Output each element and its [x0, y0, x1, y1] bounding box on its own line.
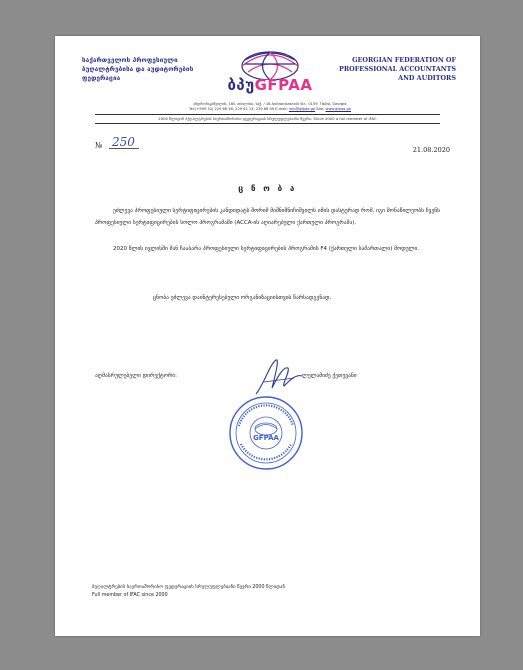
document-date: 21.08.2020: [412, 146, 450, 154]
header-divider-bottom: [95, 123, 440, 124]
phone-numbers: Tel:(+995 32) 229 66 58; 229 61 13; 239 68 99 E-mail:: [188, 107, 288, 111]
letterhead-right-line: AND AUDITORS: [398, 74, 456, 82]
signer-name: ლელამიძე ქეთევანი: [302, 373, 357, 379]
reference-number: 250: [112, 135, 135, 149]
header-divider-top: [95, 114, 440, 115]
signer-title: აღმასრულებელი დირექტორი:: [95, 373, 177, 379]
letterhead-left-line: საქართველოს პროფესიული: [82, 57, 178, 64]
address-line: ანდრონიკაშვილის, 16ბ, თბილისი, საქ. / 16 Andronikashvili Str., 0159, Tbilisi, Georgia: [193, 102, 347, 106]
letterhead-right-line: GEORGIAN FEDERATION OF: [352, 56, 456, 64]
footer-line-georgian: ბუღალტრების საერთაშორისო ფედერაციის სრულუფლებიანი წევრი 2000 წლიდან: [92, 585, 285, 590]
logo-wordmark-latin: GFPAA: [254, 76, 313, 94]
letter-page: [55, 36, 480, 636]
document-title: ც ნ ო ბ ა: [238, 184, 297, 193]
globe-logo-icon: [215, 44, 325, 80]
logo-wordmark: [215, 76, 325, 94]
logo-wordmark-georgian: ბპუ: [227, 76, 255, 94]
gfpaa-logo: [215, 44, 325, 98]
reference-number-underline: [109, 148, 139, 149]
official-stamp: [227, 394, 305, 472]
body-paragraph-2: 2020 წლის ივლისში მან ჩააბარა პროფესიული სერტიფიცირების პროგრამის F4 (ქართული სამართალი) მოდული.: [113, 246, 420, 252]
body-paragraph-1: ეძლევა პროფესიული სერტიფიცირების კანდიდატს შორიმ მიშნიშნიჩიშვილს იმის დასტურად რომ, იგი მონაწილეობს ჩვენს პროფესიული სერტიფიცირების სოლო პროგრამაში (ACCA-ის აღიარებული ქართული პროგრამა).: [95, 208, 440, 226]
stamp-center-text: GFPAA: [253, 434, 279, 442]
letterhead-left-line: ფედერაცია: [82, 75, 121, 82]
email-link[interactable]: info@gfpaa.ge: [288, 107, 316, 111]
letterhead-georgian-name: [82, 56, 202, 83]
reference-number-label: №: [95, 141, 103, 150]
footer-line-english: Full member of IFAC since 2000: [92, 593, 168, 598]
letterhead-right-line: PROFESSIONAL ACCOUNTANTS: [339, 65, 456, 73]
letterhead-english-name: [336, 56, 456, 83]
page-footer: [92, 584, 285, 600]
website-link[interactable]: www.gfpaa.ge: [325, 107, 352, 111]
body-paragraph-3: ცნობა ეძლევა დაინტერესებული ორგანიზაციისთვის წარსადგენად.: [153, 295, 332, 301]
contacts-line: [150, 107, 390, 112]
site-label: Site:: [316, 107, 325, 111]
letterhead-left-line: ბუღალტრებისა და აუდიტორების: [82, 66, 194, 73]
letterhead-address: [150, 102, 390, 112]
ifac-membership-line: 2000 წლიდან ბუღალტრების საერთაშორისო ფედერაციის სრულუფლებიანი წევრი. Since 2000 a full member of IFAC: [158, 116, 377, 121]
